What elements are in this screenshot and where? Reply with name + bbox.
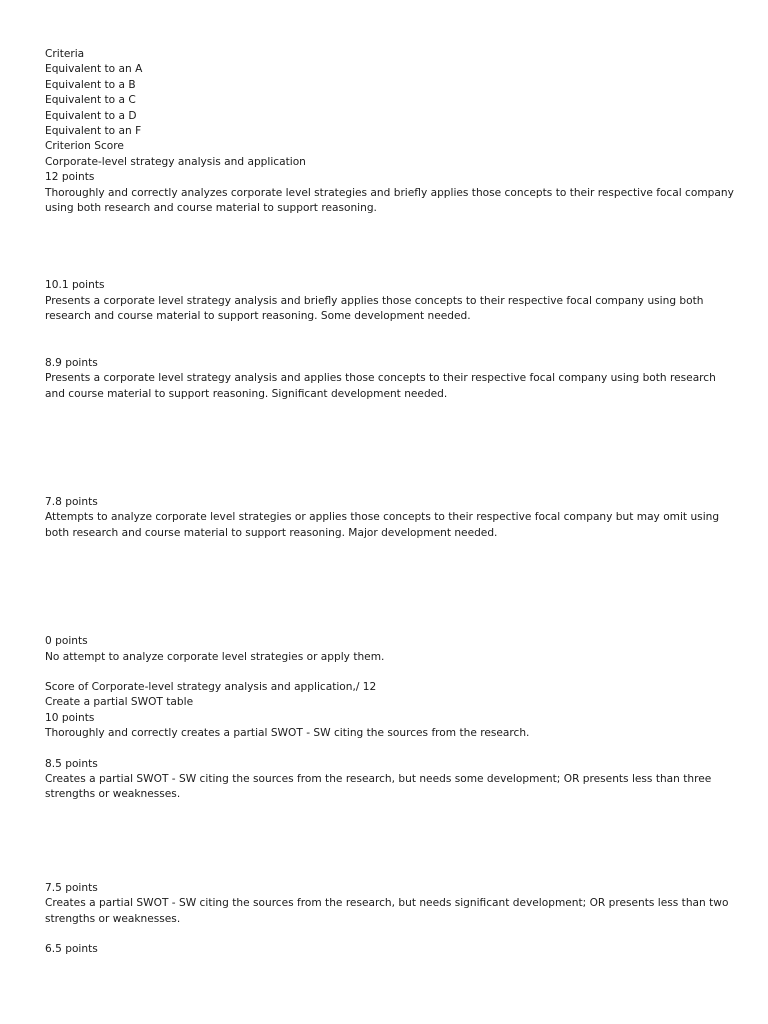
swot-level-1-description: Thoroughly and correctly creates a partial SWOT - SW citing the sources from the research. [45,727,530,740]
corporate-level-5-description: No attempt to analyze corporate level strategies or apply them. [45,650,385,663]
corporate-level-5-points: 0 points [45,635,88,648]
rubric-document [45,47,735,957]
corporate-level-4-points: 7.8 points [45,495,98,508]
spacer [45,216,735,278]
swot-level-3-points: 7.5 points [45,881,98,894]
swot-level-3-description: Creates a partial SWOT - SW citing the sources from the research, but needs significant development; OR presents less than two strengths or weaknesses. [45,897,729,925]
spacer [45,325,735,356]
spacer [45,803,735,881]
grade-a-label: Equivalent to an A [45,63,143,76]
swot-level-1-points: 10 points [45,711,95,724]
corporate-level-4-description: Attempts to analyze corporate level strategies or applies those concepts to their respective focal company but may omit using both research and course material to support reasoning. Major development needed. [45,511,720,539]
spacer [45,541,735,634]
spacer [45,742,735,757]
corporate-level-1-description: Thoroughly and correctly analyzes corporate level strategies and briefly applies those concepts to their respective focal company using both research and course material to support reasoning. [45,186,734,215]
corporate-level-2-points: 10.1 points [45,279,105,292]
spacer [45,402,735,495]
corporate-level-2-description: Presents a corporate level strategy analysis and briefly applies those concepts to their respective focal company using both research and course material to support reasoning. Some development needed. [45,294,704,323]
swot-criterion-title: Create a partial SWOT table [45,696,194,709]
spacer [45,927,735,942]
corporate-level-3-points: 8.9 points [45,356,98,369]
criteria-heading: Criteria [45,48,85,60]
grade-c-label: Equivalent to a C [45,94,136,107]
criterion-score-label: Criterion Score [45,140,124,153]
swot-level-2-points: 8.5 points [45,757,98,770]
corporate-criterion-title: Corporate-level strategy analysis and application [45,155,306,168]
swot-level-2-description: Creates a partial SWOT - SW citing the sources from the research, but needs some development; OR presents less than three strengths or weaknesses. [45,772,712,801]
grade-f-label: Equivalent to an F [45,125,142,138]
corporate-level-1-points: 12 points [45,171,95,184]
grade-b-label: Equivalent to a B [45,78,136,91]
spacer [45,665,735,680]
grade-d-label: Equivalent to a D [45,109,137,122]
swot-level-4-points: 6.5 points [45,943,98,955]
corporate-score-line: Score of Corporate-level strategy analysis and application,/ 12 [45,680,377,693]
corporate-level-3-description: Presents a corporate level strategy analysis and applies those concepts to their respective focal company using both research and course material to support reasoning. Significant development needed. [45,372,716,400]
